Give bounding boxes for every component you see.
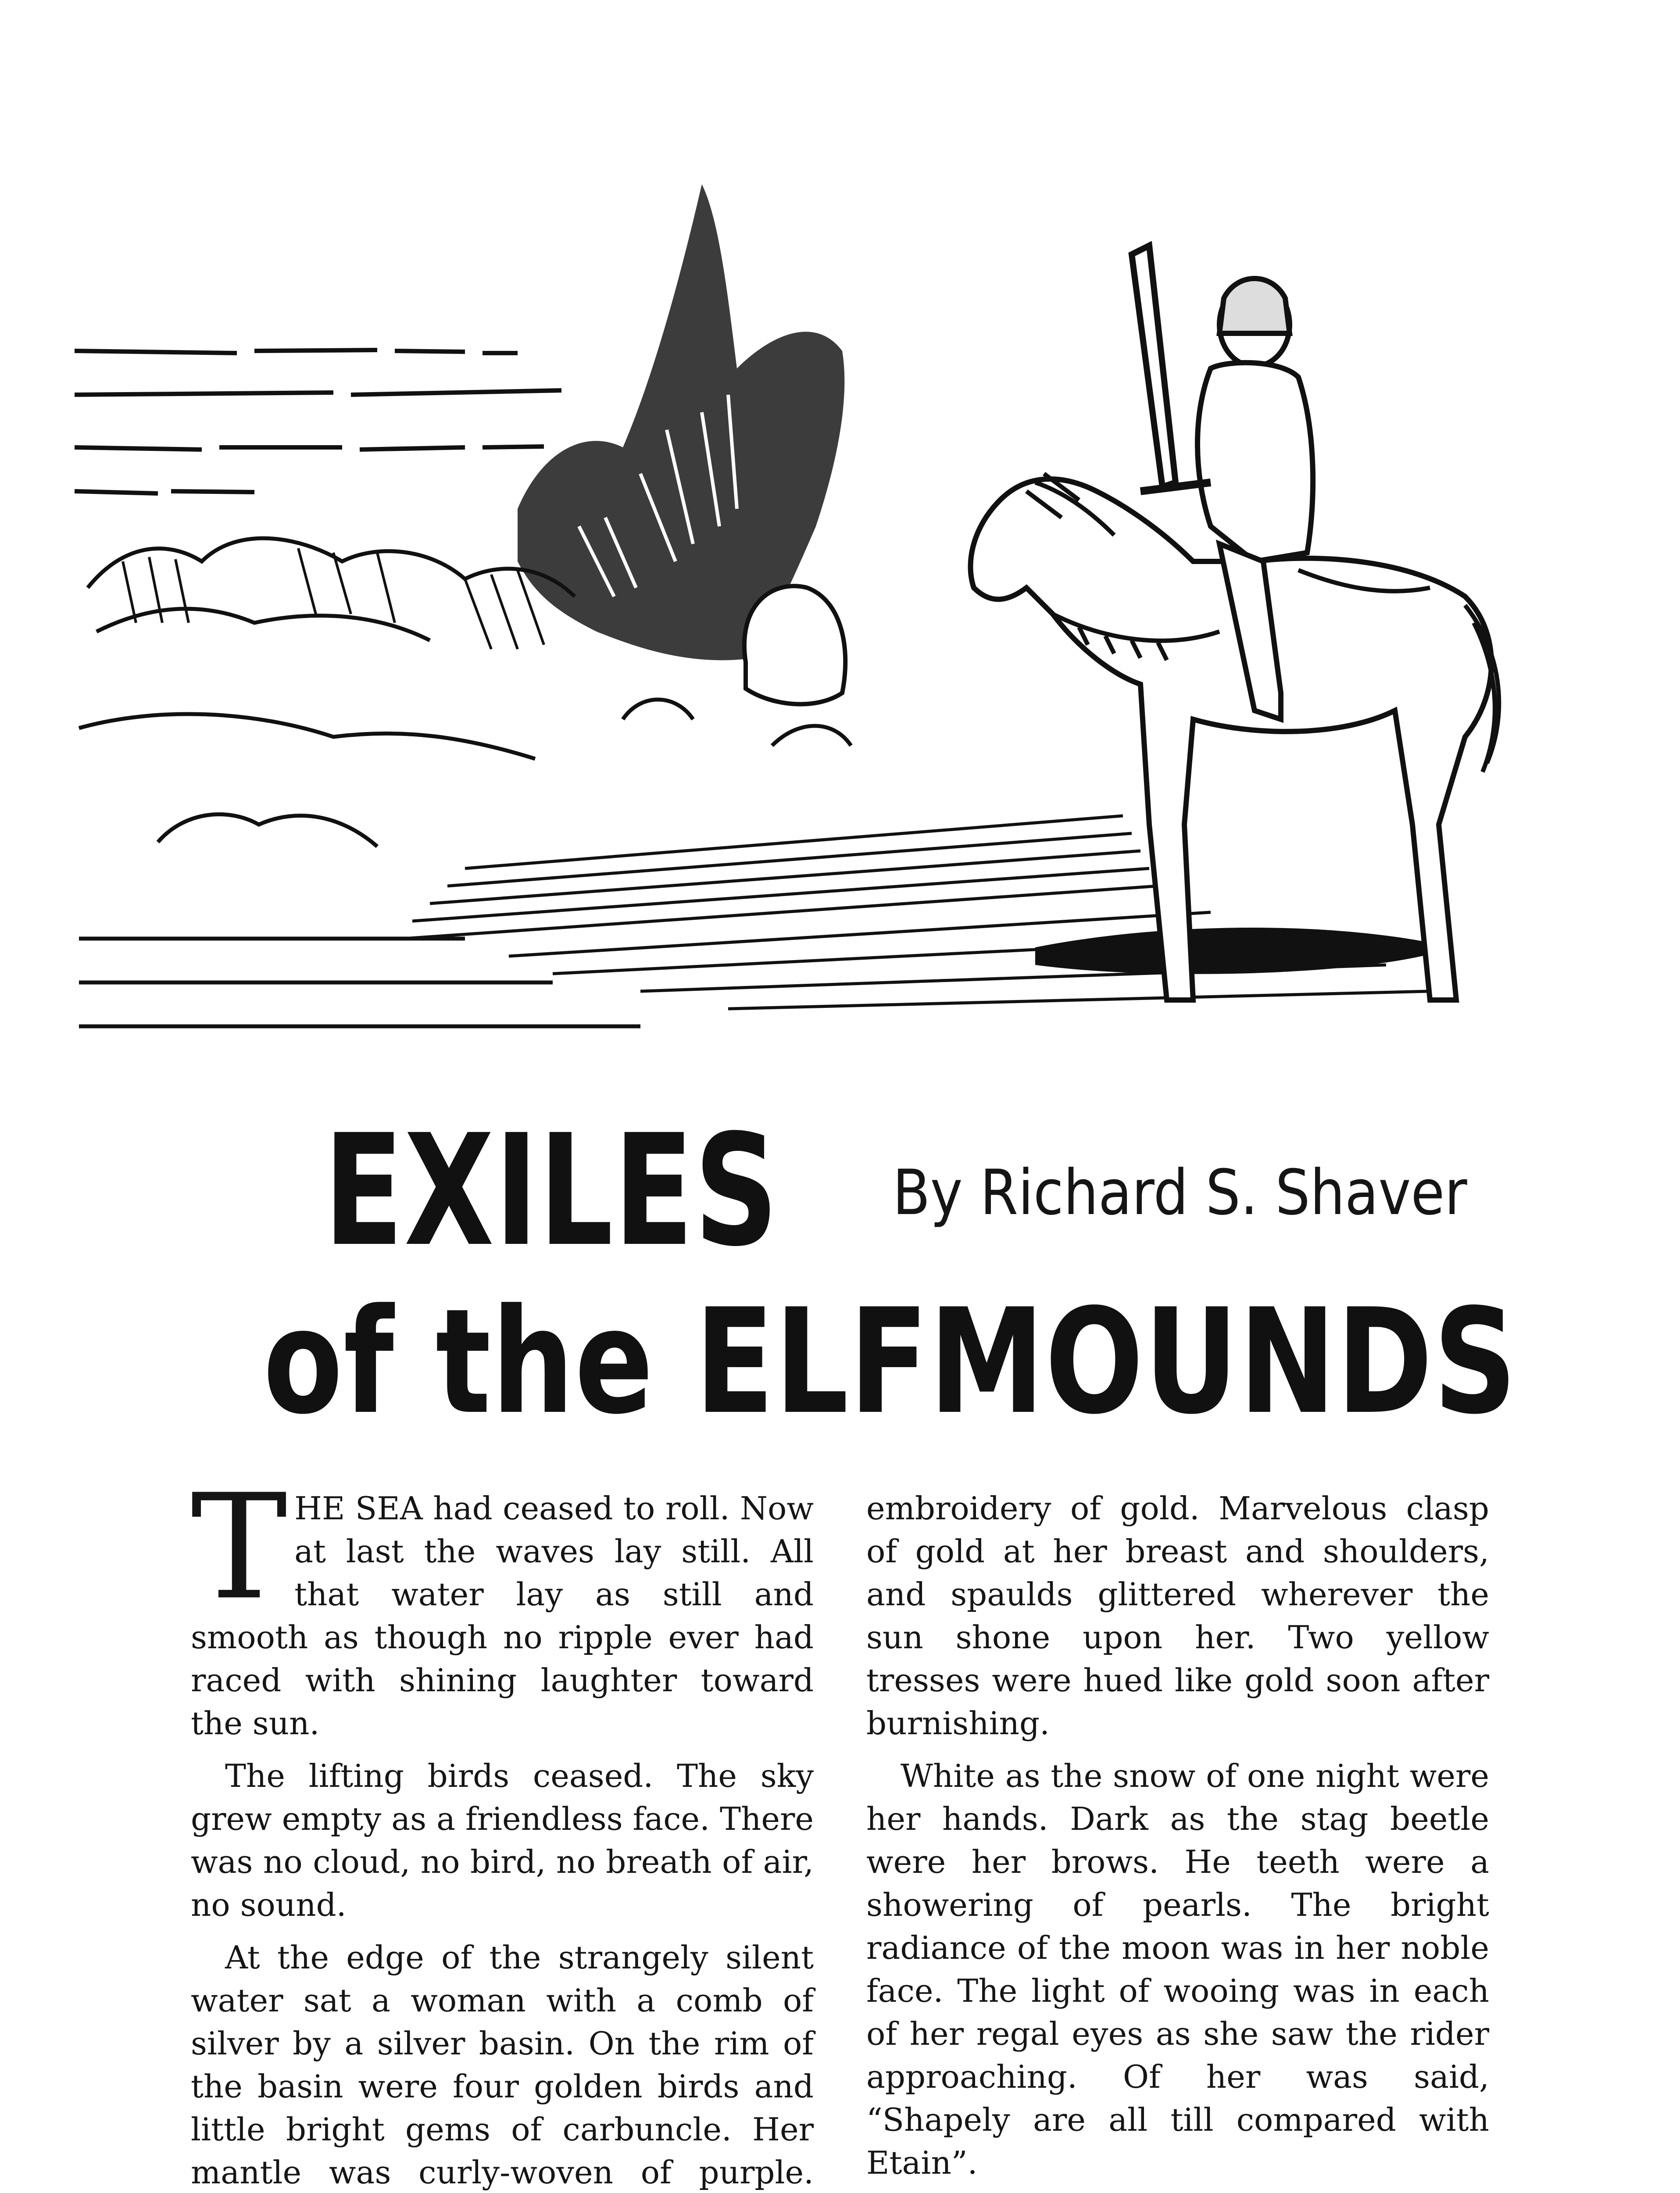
- text-column-left: [191, 1463, 814, 2193]
- cliff-hatching: [123, 548, 544, 649]
- paragraph: The lifting birds ceased. The sky grew empty as a friendless face. There was no cloud, no bird, no breath of air, no sound.: [191, 1757, 814, 1923]
- text-column-right: [866, 1487, 1489, 2193]
- drop-cap: T: [191, 1463, 288, 1632]
- horse-shadow: [1035, 928, 1452, 974]
- paragraph: embroidery of gold. Marvelous clasp of gold at her breast and shoulders, and spaulds glittered wherever the sun shone upon her. Two yellow tresses were hued like gold soon after burnishing.: [866, 1490, 1489, 1742]
- title-line-1: EXILES: [324, 1101, 779, 1280]
- author-byline: By Richard S. Shaver: [893, 1157, 1467, 1229]
- paragraph: [191, 1463, 814, 1745]
- paragraph: White as the snow of one night were her hands. Dark as the stag beetle were her brows. He teeth were a showering of pearls. The bright radiance of the moon was in her noble face. The light of wooing was in each of her regal eyes as she saw the rider approaching. Of her was said, “Shapely are all till compared with Etain”.: [866, 1757, 1489, 2181]
- ground-shading: [404, 816, 1430, 1009]
- paragraph-text: HE SEA had ceased to roll. Now at last the waves lay still. All that water lay as still and smooth as though no ripple ever had raced with shining laughter toward the sun.: [191, 1490, 814, 1742]
- title-line-2: of the ELFMOUNDS: [263, 1278, 1518, 1446]
- horizon-lines: [75, 350, 561, 493]
- paragraph: At the edge of the strangely silent water sat a woman with a comb of silver by a silver basin. On the rim of the basin were four golden birds and little bright gems of carbuncle. Her mantle was curly-woven of purple.: [191, 1939, 814, 2191]
- white-boulder: [744, 586, 845, 704]
- knight-illustration: [70, 167, 1509, 1070]
